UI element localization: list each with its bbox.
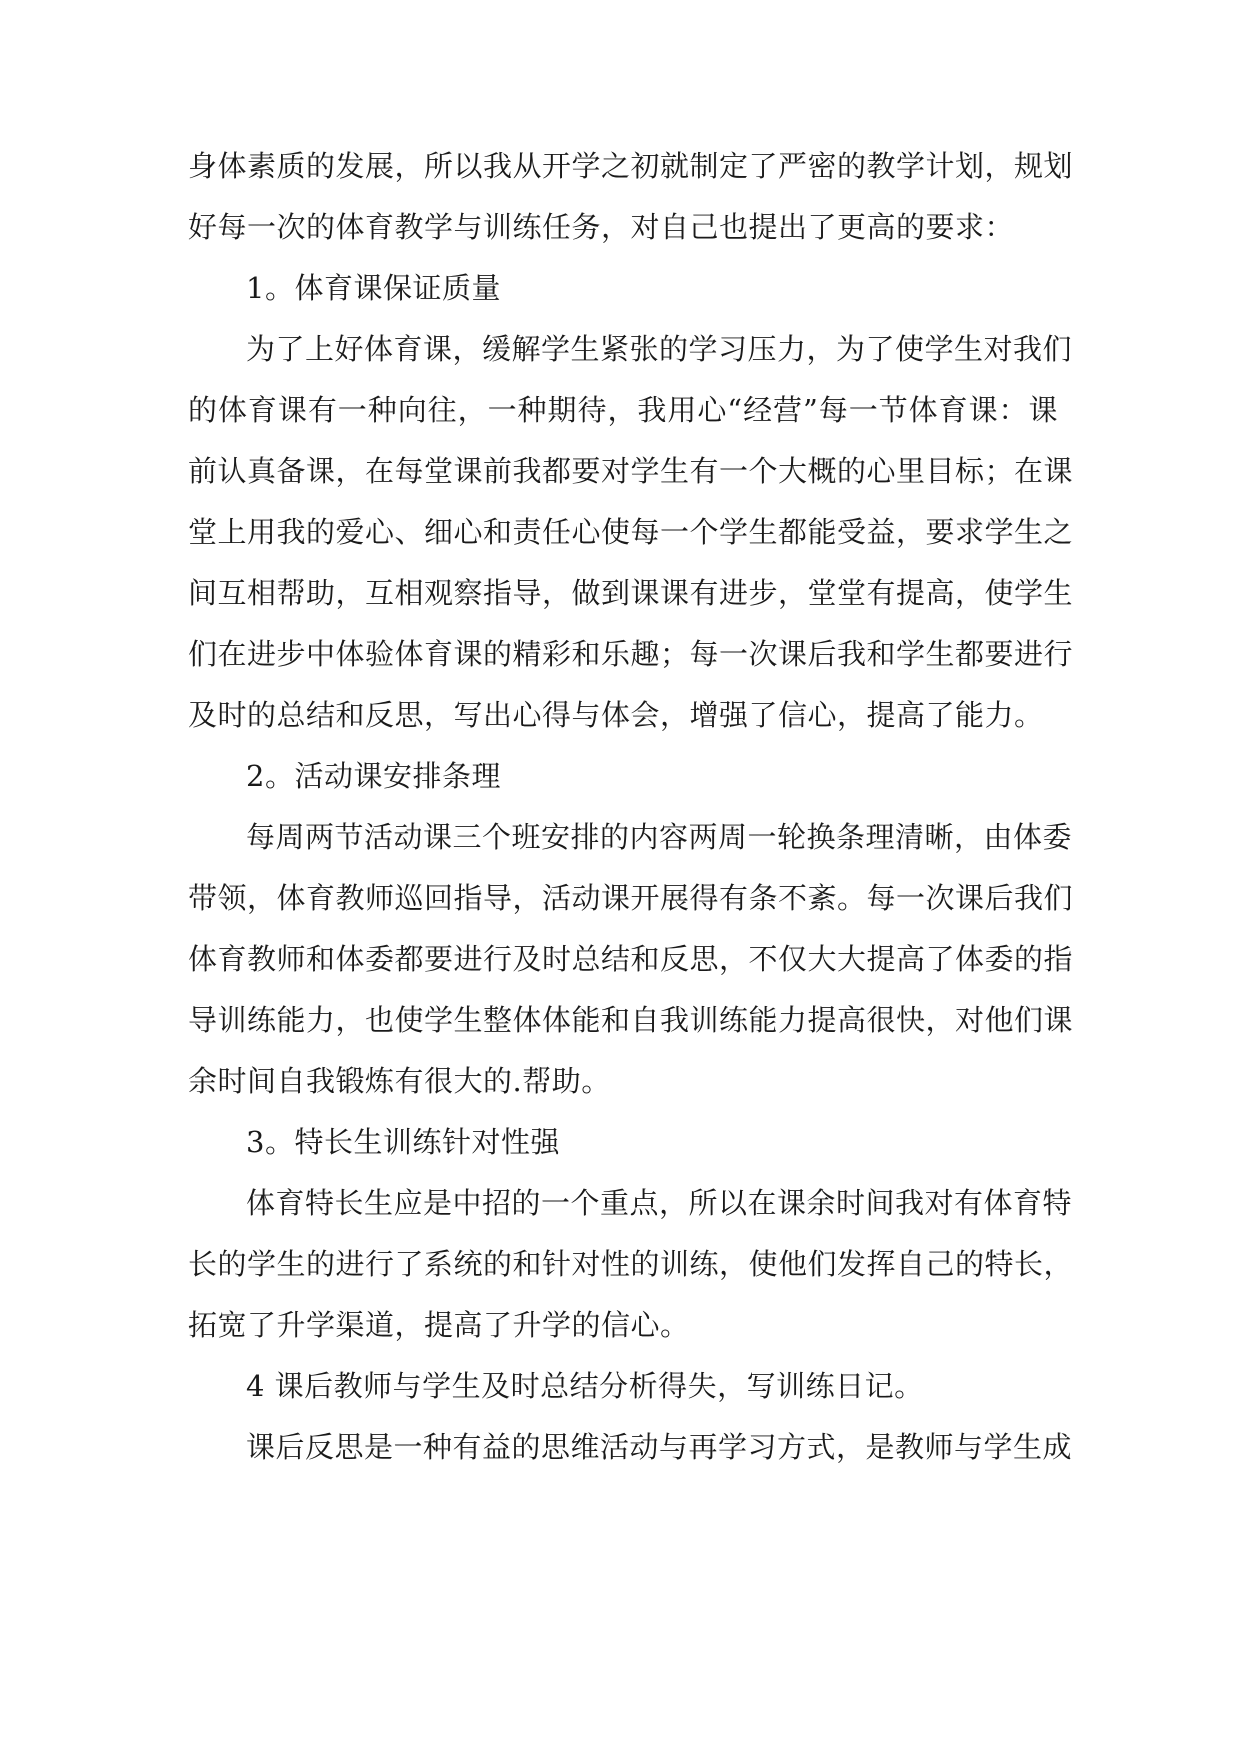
paragraph-line: 为了上好体育课，缓解学生紧张的学习压力，为了使学生对我们	[246, 332, 1073, 366]
paragraph-line: 好每一次的体育教学与训练任务，对自己也提出了更高的要求：	[188, 210, 1015, 244]
paragraph-line: 体育教师和体委都要进行及时总结和反思，不仅大大提高了体委的指	[188, 942, 1074, 976]
paragraph-line: 及时的总结和反思，写出心得与体会，增强了信心，提高了能力。	[188, 698, 1044, 732]
section-heading: 4 课后教师与学生及时总结分析得失，写训练日记。	[246, 1369, 924, 1403]
paragraph-line: 身体素质的发展，所以我从开学之初就制定了严密的教学计划，规划	[188, 149, 1074, 183]
paragraph-line: 堂上用我的爱心、细心和责任心使每一个学生都能受益，要求学生之	[188, 515, 1074, 549]
paragraph-line: 体育特长生应是中招的一个重点，所以在课余时间我对有体育特	[246, 1186, 1073, 1220]
paragraph-line: 拓宽了升学渠道，提高了升学的信心。	[188, 1308, 690, 1342]
paragraph-line: 余时间自我锻炼有很大的.帮助。	[188, 1064, 611, 1098]
paragraph-line: 课后反思是一种有益的思维活动与再学习方式，是教师与学生成	[246, 1430, 1073, 1464]
paragraph-line: 每周两节活动课三个班安排的内容两周一轮换条理清晰，由体委	[246, 820, 1073, 854]
paragraph-line: 长的学生的进行了系统的和针对性的训练，使他们发挥自己的特长，	[188, 1247, 1074, 1281]
section-heading: 2。活动课安排条理	[246, 759, 501, 793]
paragraph-line: 带领，体育教师巡回指导，活动课开展得有条不紊。每一次课后我们	[188, 881, 1074, 915]
paragraph-line: 间互相帮助，互相观察指导，做到课课有进步，堂堂有提高，使学生	[188, 576, 1074, 610]
paragraph-line: 们在进步中体验体育课的精彩和乐趣；每一次课后我和学生都要进行	[188, 637, 1074, 671]
paragraph-line: 前认真备课，在每堂课前我都要对学生有一个大概的心里目标；在课	[188, 454, 1074, 488]
paragraph-line: 的体育课有一种向往，一种期待，我用心“经营”每一节体育课：课	[188, 393, 1058, 427]
paragraph-line: 导训练能力，也使学生整体体能和自我训练能力提高很快，对他们课	[188, 1003, 1074, 1037]
section-heading: 3。特长生训练针对性强	[246, 1125, 560, 1159]
section-heading: 1。体育课保证质量	[246, 271, 501, 305]
